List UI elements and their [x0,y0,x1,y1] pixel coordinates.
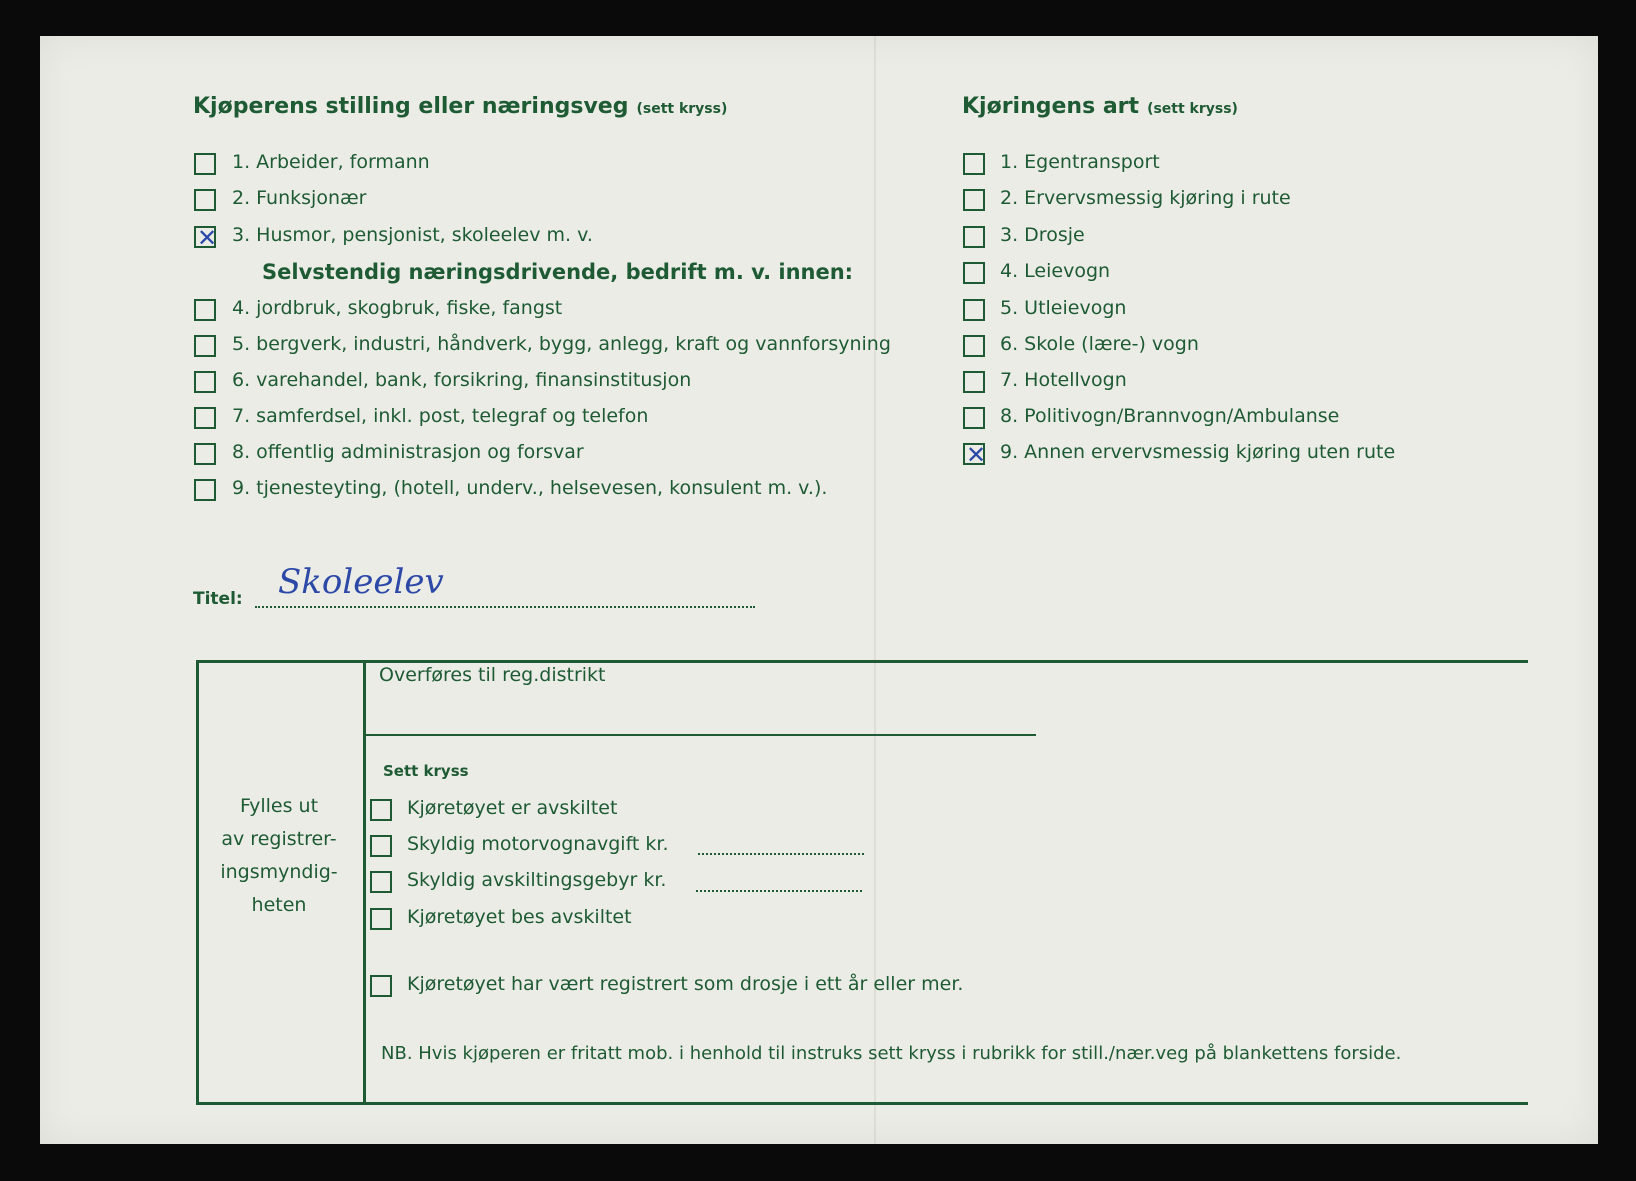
left-item-label-1: 1. Arbeider, formann [232,151,430,173]
left-item-label-5: 5. bergverk, industri, håndverk, bygg, anlegg, kraft og vannforsyning [232,333,891,355]
registry-item-label-1: Kjøretøyet er avskiltet [407,797,618,819]
right-item-checkbox-1[interactable] [963,153,985,175]
right-item-checkbox-4[interactable] [963,262,985,284]
right-item-checkbox-8[interactable] [963,407,985,429]
right-item-label-1: 1. Egentransport [1000,151,1160,173]
right-item-label-4: 4. Leievogn [1000,260,1111,282]
registry-item-checkbox-4[interactable] [370,908,392,930]
transfer-label: Overføres til reg.distrikt [379,664,606,686]
left-item-checkbox-4[interactable] [194,299,216,321]
registry-divider [363,660,366,1105]
right-item-checkbox-2[interactable] [963,189,985,211]
side-label-line-3: ingsmyndig- [220,861,338,883]
left-item-label-4: 4. jordbruk, skogbruk, fiske, fangst [232,297,563,319]
registry-item-checkbox-3[interactable] [370,871,392,893]
registry-item-label-3: Skyldig avskiltingsgebyr kr. [407,869,667,891]
transfer-underline [366,734,1036,736]
registry-item-label-4: Kjøretøyet bes avskiltet [407,906,632,928]
title-dotted-line [255,606,755,608]
registry-side-label [199,790,359,922]
left-item-checkbox-1[interactable] [194,153,216,175]
check-mark-icon: ✕ [196,224,218,252]
right-item-label-7: 7. Hotellvogn [1000,369,1127,391]
left-item-label-9: 9. tjenesteyting, (hotell, underv., helsevesen, konsulent m. v.). [232,477,828,499]
registry-item-checkbox-2[interactable] [370,835,392,857]
title-value-handwritten[interactable]: Skoleelev [278,562,444,602]
right-item-checkbox-5[interactable] [963,299,985,321]
left-item-checkbox-9[interactable] [194,479,216,501]
right-item-label-9: 9. Annen ervervsmessig kjøring uten rute [1000,441,1396,463]
right-item-label-3: 3. Drosje [1000,224,1085,246]
right-item-label-5: 5. Utleievogn [1000,297,1127,319]
left-heading [193,94,727,119]
left-item-label-7: 7. samferdsel, inkl. post, telegraf og telefon [232,405,649,427]
right-item-checkbox-6[interactable] [963,335,985,357]
left-heading-text: Kjøperens stilling eller næringsveg [193,94,629,119]
registry-top-rule [196,660,1528,663]
right-heading-text: Kjøringens art [962,94,1140,119]
left-item-checkbox-6[interactable] [194,371,216,393]
registry-item-checkbox-5[interactable] [370,975,392,997]
nb-note: NB. Hvis kjøperen er fritatt mob. i henhold til instruks sett kryss i rubrikk for still./nær.veg på blankettens forside. [381,1043,1402,1064]
right-item-checkbox-9[interactable] [963,441,987,469]
avskiltingsgebyr-amount-line[interactable] [696,890,862,892]
side-label-line-4: heten [251,894,307,916]
right-item-label-8: 8. Politivogn/Brannvogn/Ambulanse [1000,405,1340,427]
right-item-label-2: 2. Ervervsmessig kjøring i rute [1000,187,1291,209]
check-mark-icon: ✕ [965,441,987,469]
registry-item-label-2: Skyldig motorvognavgift kr. [407,833,669,855]
right-item-label-6: 6. Skole (lære-) vogn [1000,333,1199,355]
left-item-checkbox-7[interactable] [194,407,216,429]
self-employed-subheading: Selvstendig næringsdrivende, bedrift m. v. innen: [262,260,854,284]
registry-item-checkbox-1[interactable] [370,799,392,821]
left-item-checkbox-2[interactable] [194,189,216,211]
left-heading-note: (sett kryss) [636,101,728,117]
registry-bottom-rule [196,1102,1528,1105]
left-item-checkbox-5[interactable] [194,335,216,357]
left-item-label-8: 8. offentlig administrasjon og forsvar [232,441,584,463]
left-item-label-3: 3. Husmor, pensjonist, skoleelev m. v. [232,224,593,246]
right-heading [962,94,1238,119]
side-label-line-2: av registrer- [221,828,337,850]
right-heading-note: (sett kryss) [1147,101,1238,117]
sett-kryss-label: Sett kryss [383,762,469,780]
side-label-line-1: Fylles ut [239,795,319,817]
left-item-label-6: 6. varehandel, bank, forsikring, finansinstitusjon [232,369,692,391]
title-label: Titel: [193,589,243,609]
right-item-checkbox-7[interactable] [963,371,985,393]
registry-item-label-5: Kjøretøyet har vært registrert som drosje i ett år eller mer. [407,973,964,995]
left-item-label-2: 2. Funksjonær [232,187,367,209]
right-item-checkbox-3[interactable] [963,226,985,248]
left-item-checkbox-3[interactable] [194,224,218,252]
left-item-checkbox-8[interactable] [194,443,216,465]
motorvognavgift-amount-line[interactable] [698,853,864,855]
